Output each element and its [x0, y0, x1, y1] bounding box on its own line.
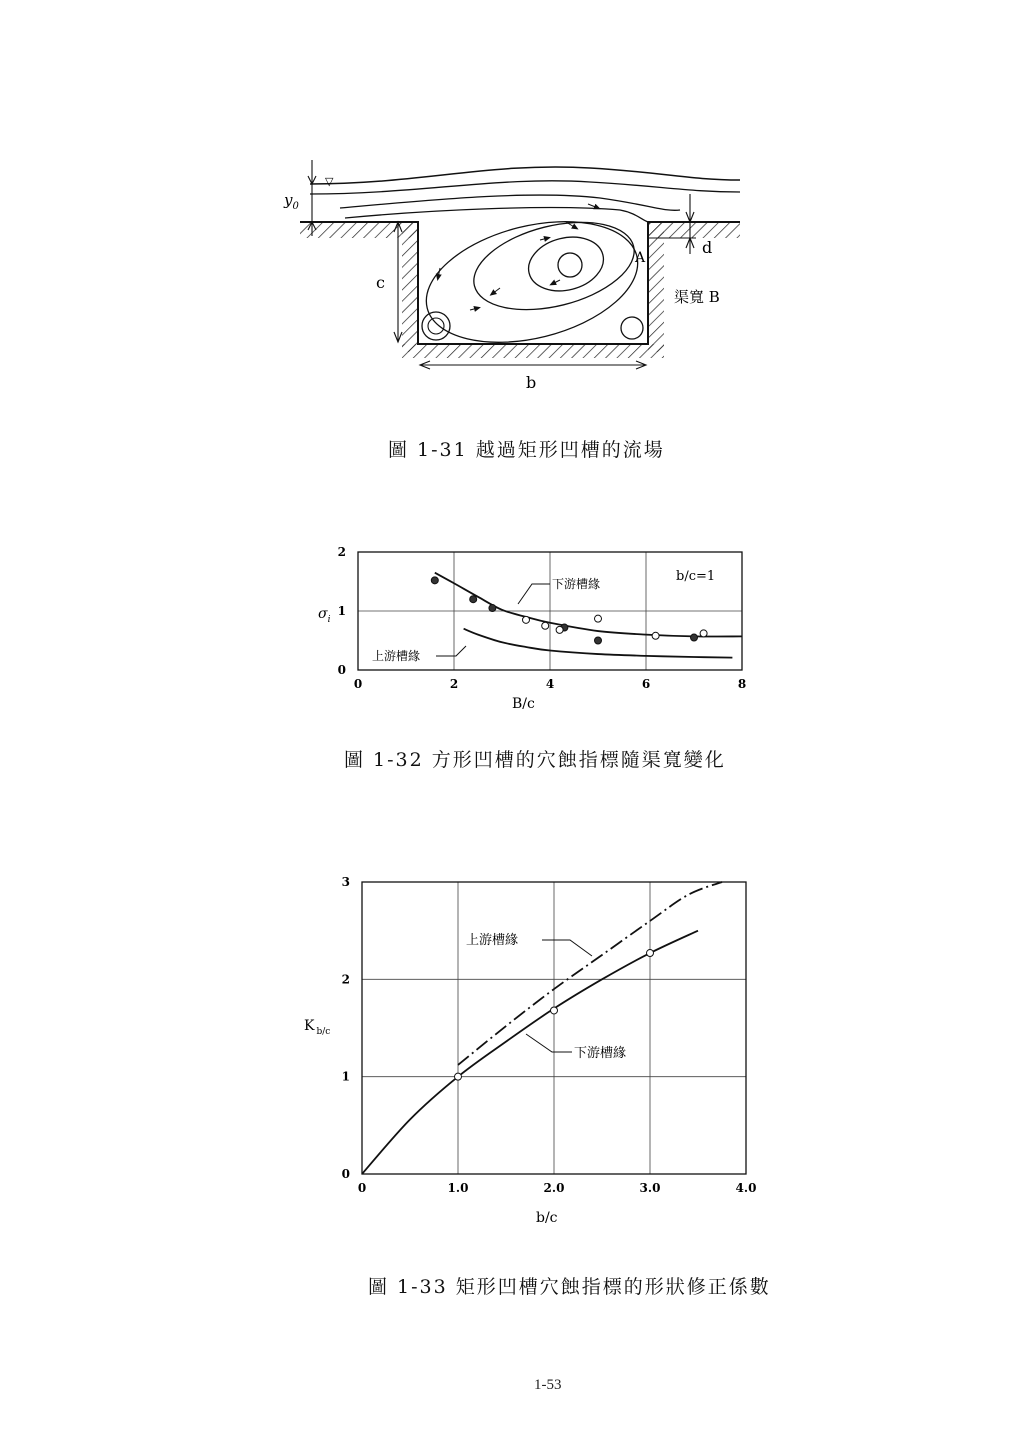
c33-x-tick-label: 0 — [357, 1181, 367, 1195]
c32-data-point — [595, 615, 602, 622]
page-number: 1-53 — [534, 1377, 562, 1393]
c33-y-tick-label: 2 — [341, 972, 350, 987]
water-level-symbol: ▽ — [325, 175, 334, 188]
fig32-y-axis-label: $\sigma_i$ — [318, 606, 331, 625]
fig33-caption: 圖 1-33 矩形凹槽穴蝕指標的形狀修正係數 — [368, 1276, 771, 1298]
c32-y-tick-label: 0 — [337, 663, 346, 677]
fig33-upstream-label: 上游槽緣 — [466, 933, 519, 948]
flow-arrow — [540, 238, 548, 240]
c33-series-line-1 — [458, 882, 722, 1065]
c32-data-point — [523, 616, 530, 623]
c-label: c — [376, 273, 385, 292]
streamline-3 — [345, 208, 648, 222]
groove-left-wall-hatch — [402, 222, 418, 352]
c33-y-tick-label: 1 — [341, 1069, 350, 1084]
c32-data-point — [595, 637, 602, 644]
fig33-y-axis-label: K $_{b/c}$ — [304, 1018, 331, 1037]
fig33-chart — [300, 870, 780, 1240]
c32-data-point — [431, 577, 438, 584]
groove-boundary — [300, 222, 740, 344]
c33-x-tick-label: 4.0 — [735, 1181, 757, 1195]
c32-data-point — [691, 634, 698, 641]
y0-label: $y_0$ — [284, 191, 299, 212]
ground-left-hatch — [300, 222, 418, 238]
c32-y-tick-label: 1 — [337, 604, 346, 618]
fig31-caption: 圖 1-31 越過矩形凹槽的流場 — [388, 439, 665, 461]
c33-data-point — [455, 1073, 462, 1080]
corner-eddy-left-inner — [428, 318, 444, 334]
point-A-label: A — [635, 250, 646, 266]
corner-eddy-right — [621, 317, 643, 339]
fig32-x-axis-label: B/c — [512, 696, 535, 712]
c33-data-point — [647, 950, 654, 957]
groove-bottom-hatch — [402, 344, 664, 358]
c33-data-point — [551, 1007, 558, 1014]
c32-data-point — [489, 605, 496, 612]
c33-series-line-0 — [362, 931, 698, 1174]
corner-eddy-left — [422, 312, 450, 340]
c32-data-point — [556, 626, 563, 633]
vortex-middle — [465, 207, 643, 324]
fig32-upstream-label: 上游槽緣 — [372, 649, 421, 663]
groove-right-wall-hatch — [648, 222, 664, 352]
c32-data-point — [542, 622, 549, 629]
vortex-core — [558, 253, 582, 277]
c32-data-point — [470, 596, 477, 603]
flow-arrow — [470, 308, 478, 310]
c32-y-tick-label: 2 — [337, 545, 346, 559]
fig33-downstream-label: 下游槽緣 — [574, 1046, 627, 1061]
flow-arrow — [588, 204, 598, 208]
flow-arrow — [552, 280, 560, 284]
fig32-downstream-label: 下游槽緣 — [552, 577, 601, 591]
c33-x-tick-label: 1.0 — [447, 1181, 469, 1195]
fig31-diagram — [270, 150, 770, 400]
flow-arrow — [492, 288, 500, 294]
fig32-chart — [300, 538, 770, 718]
fig33-x-axis-label: b/c — [536, 1210, 558, 1226]
fig32-caption: 圖 1-32 方形凹槽的穴蝕指標隨渠寬變化 — [344, 749, 726, 771]
c33-x-tick-label: 3.0 — [639, 1181, 661, 1195]
c33-x-tick-label: 2.0 — [543, 1181, 565, 1195]
c32-x-tick-label: 6 — [641, 677, 651, 691]
c32-x-tick-label: 0 — [353, 677, 363, 691]
fig33-upstream-leader — [542, 940, 592, 956]
vortex-inner — [523, 230, 609, 299]
c32-x-tick-label: 2 — [449, 677, 459, 691]
streamline-1 — [310, 181, 740, 194]
channel-width-label: 渠寬 B — [674, 288, 720, 306]
c32-x-tick-label: 4 — [545, 677, 555, 691]
c33-y-tick-label: 3 — [341, 875, 350, 889]
fig33-downstream-leader — [526, 1034, 572, 1052]
c32-data-point — [652, 632, 659, 639]
c33-y-tick-label: 0 — [341, 1167, 350, 1181]
fig32-downstream-leader — [518, 584, 550, 604]
c32-data-point — [700, 630, 707, 637]
fig32-ratio-label: b/c=1 — [676, 569, 716, 584]
b-label: b — [526, 373, 537, 392]
fig32-upstream-leader — [436, 646, 466, 656]
c32-x-tick-label: 8 — [737, 677, 747, 691]
d-label: d — [702, 238, 713, 257]
